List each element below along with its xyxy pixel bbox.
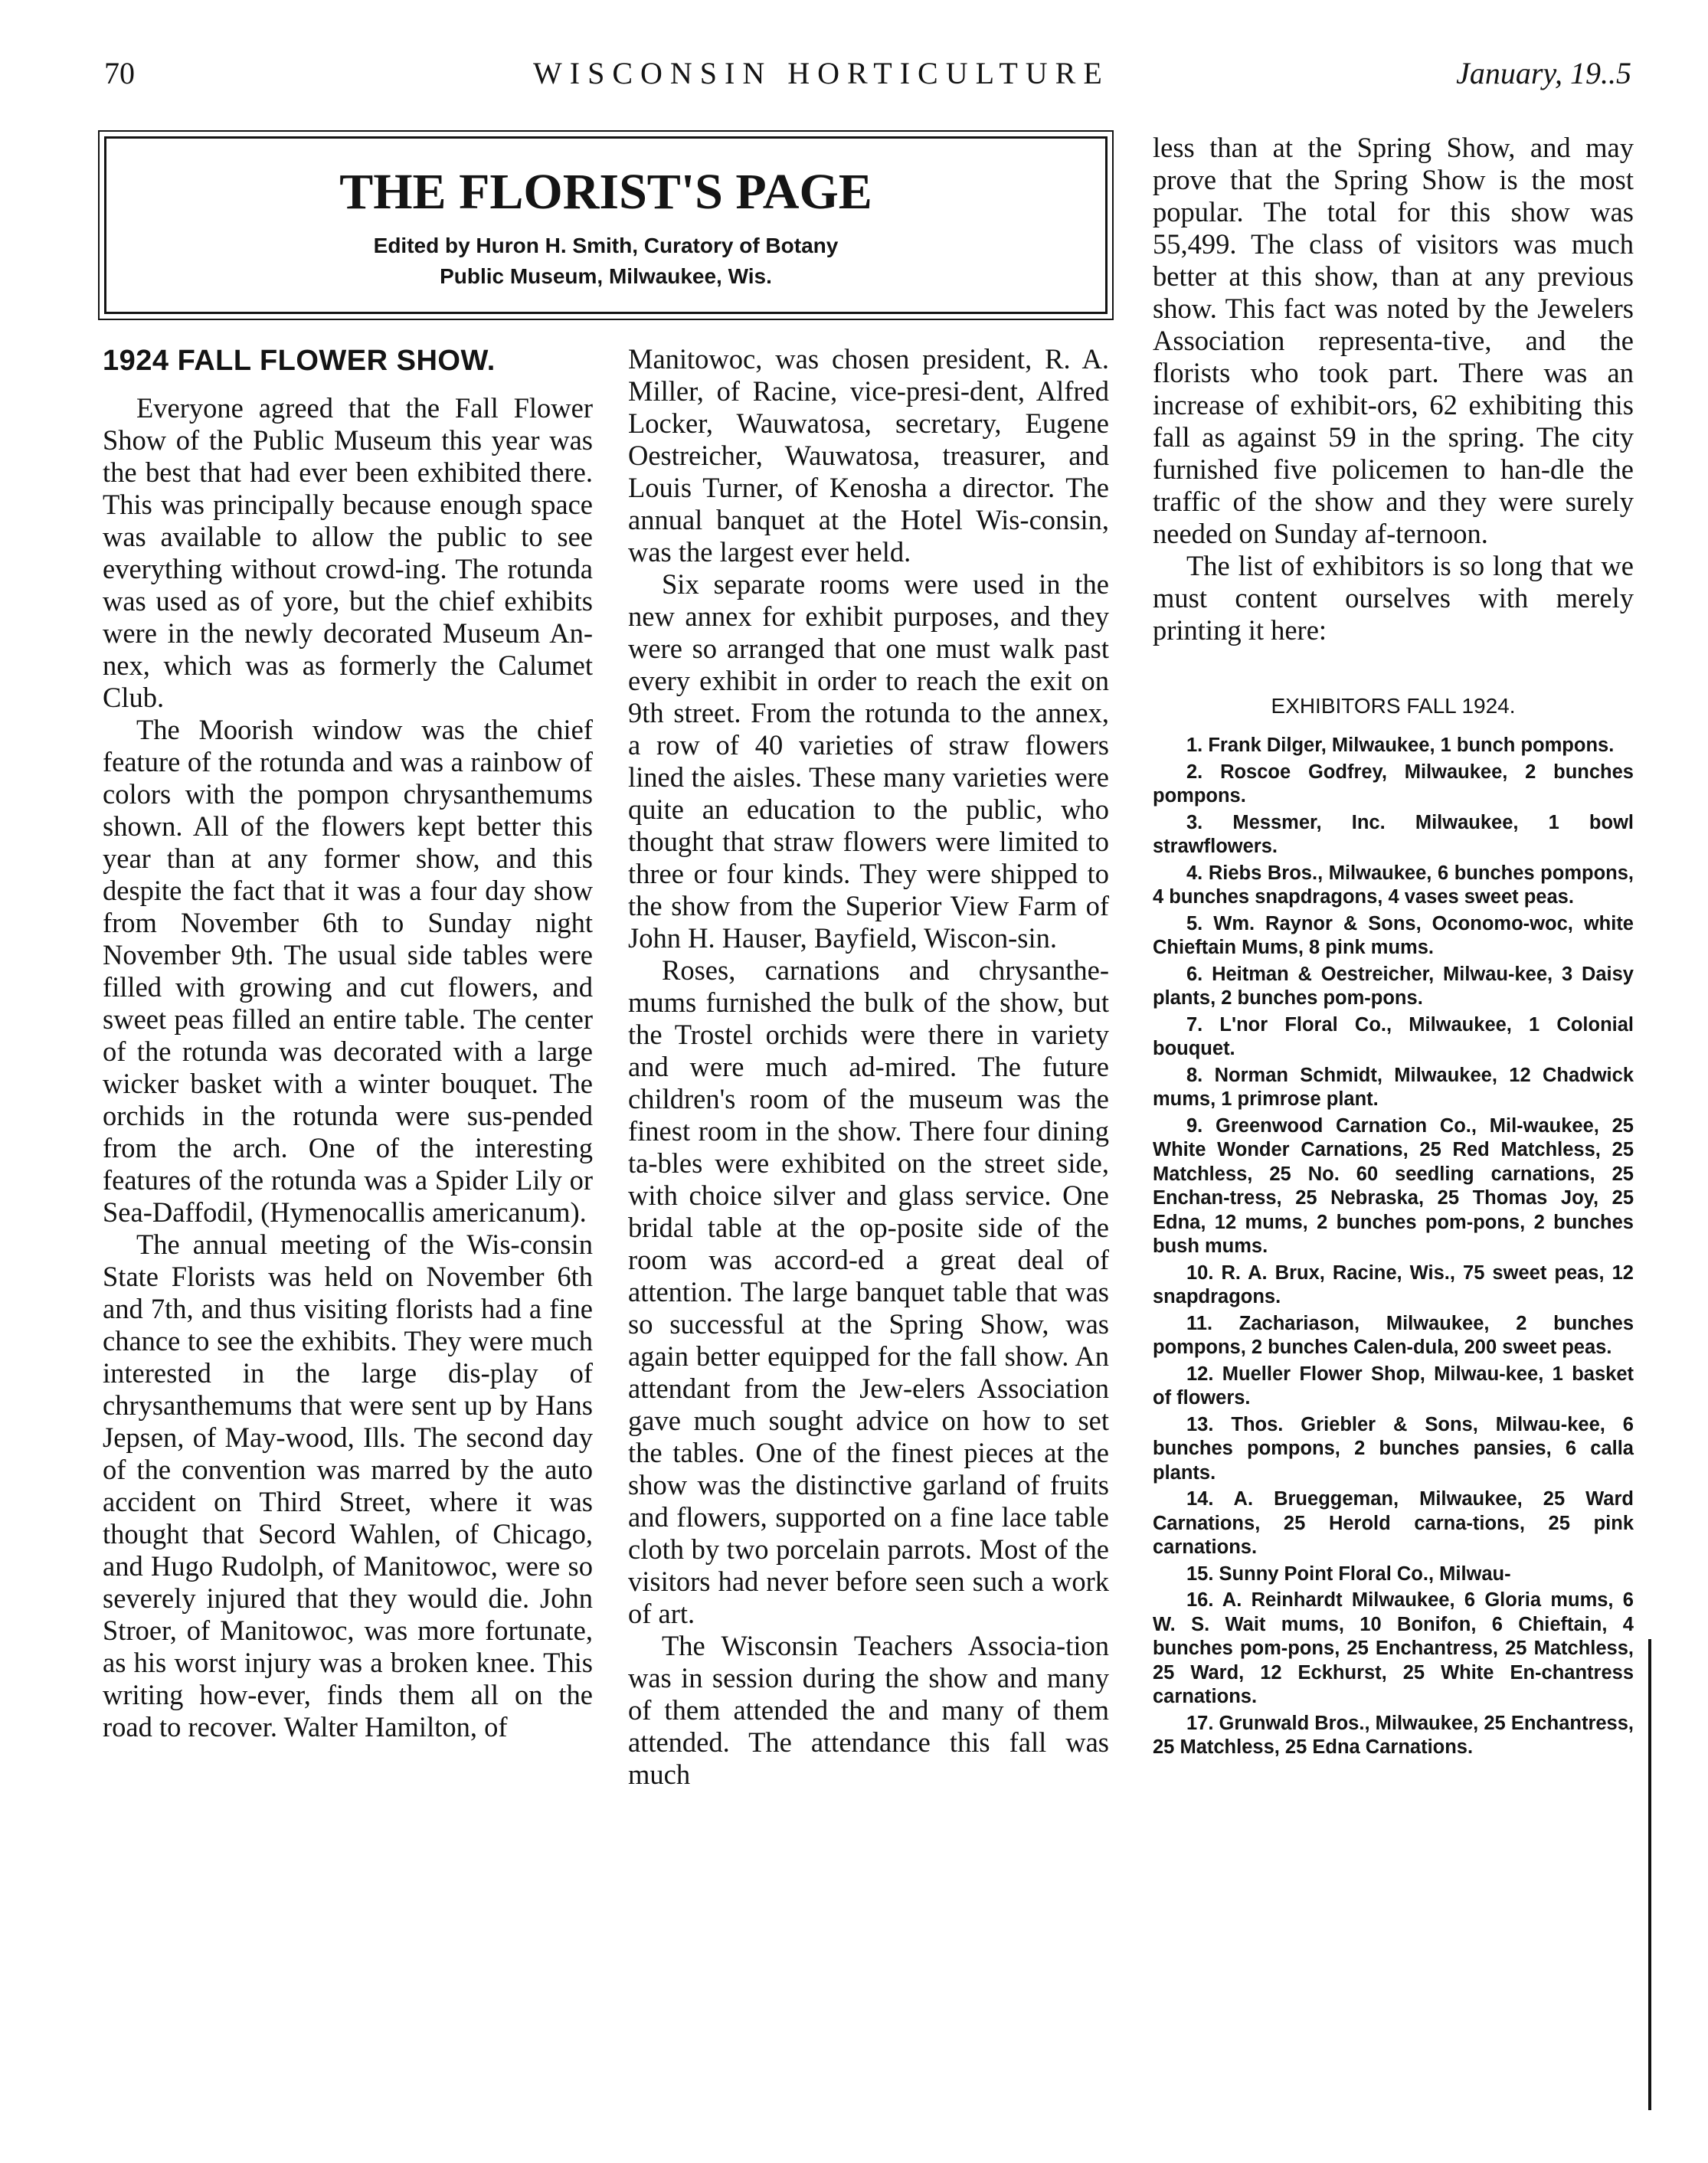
- exhibitor-entry: 5. Wm. Raynor & Sons, Oconomo-woc, white Chieftain Mums, 8 pink mums.: [1153, 912, 1634, 958]
- exhibitor-entry: 7. L'nor Floral Co., Milwaukee, 1 Colonial bouquet.: [1153, 1013, 1634, 1059]
- running-head: [104, 55, 1631, 101]
- article-paragraph: The Moorish window was the chief feature of the rotunda and was a rainbow of colors with the pompon chrysanthemums shown. All of the flowers kept better this year than at any former show, and this despite the fact that it was a four day show from November 6th to Sunday night November 9th. The usual side tables were filled with growing and cut flowers, and sweet peas filled an entire table. The center of the rotunda was decorated with a large wicker basket with a winter bouquet. The orchids in the rotunda were sus-pended from the arch. One of the interesting features of the rotunda was a Spider Lily or Sea-Daffodil, (Hymenocallis americanum).: [103, 714, 593, 1228]
- column-2: [628, 343, 1109, 1791]
- exhibitor-entry: 4. Riebs Bros., Milwaukee, 6 bunches pompons, 4 bunches snapdragons, 4 vases sweet peas.: [1153, 862, 1634, 908]
- article-paragraph: Six separate rooms were used in the new annex for exhibit purposes, and they were so arranged that one must walk past every exhibit in order to reach the exit on 9th street. From the rotunda to the annex, a row of 40 varieties of straw flowers lined the aisles. These many varieties were quite an education to the public, who thought that straw flowers were limited to three or four kinds. They were shipped to the show from the Superior View Farm of John H. Hauser, Bayfield, Wiscon-sin.: [628, 568, 1109, 954]
- exhibitor-entry: 6. Heitman & Oestreicher, Milwau-kee, 3 Daisy plants, 2 bunches pom-pons.: [1153, 963, 1634, 1009]
- exhibitor-entry: 12. Mueller Flower Shop, Milwau-kee, 1 basket of flowers.: [1153, 1363, 1634, 1409]
- article-paragraph: Everyone agreed that the Fall Flower Show of the Public Museum this year was the best that had ever been exhibited there. This was principally because enough space was available to allow the public to see everything without crowd-ing. The rotunda was used as of yore, but the chief exhibits were in the newly decorated Museum An-nex, which was as formerly the Calumet Club.: [103, 392, 593, 713]
- exhibitor-entry: 2. Roscoe Godfrey, Milwaukee, 2 bunches pompons.: [1153, 761, 1634, 807]
- exhibitor-entry: 15. Sunny Point Floral Co., Milwau-: [1186, 1563, 1511, 1585]
- editor-credit-line-2: Public Museum, Milwaukee, Wis.: [440, 264, 772, 288]
- exhibitor-entry: 13. Thos. Griebler & Sons, Milwau-kee, 6 bunches pompons, 2 bunches pansies, 6 calla plants.: [1153, 1413, 1634, 1484]
- florists-page-title-box: [104, 136, 1108, 314]
- section-title: THE FLORIST'S PAGE: [339, 164, 872, 220]
- exhibitor-entry: 17. Grunwald Bros., Milwaukee, 25 Enchantress, 25 Matchless, 25 Edna Carnations.: [1153, 1712, 1634, 1758]
- exhibitors-list: [1153, 734, 1634, 1760]
- article-paragraph: The list of exhibitors is so long that we must content ourselves with merely printing it here:: [1153, 550, 1634, 646]
- exhibitor-entry: 14. A. Brueggeman, Milwaukee, 25 Ward Carnations, 25 Herold carna-tions, 25 pink carnations.: [1153, 1488, 1634, 1558]
- article-paragraph: less than at the Spring Show, and may prove that the Spring Show is the most popular. The total for this show was 55,499. The class of visitors was much better at this show, than at any previous show. This fact was noted by the Jewelers Association representa-tive, and the florists who took part. There was an increase of exhibit-ors, 62 exhibiting this fall as against 59 in the spring. The city furnished five policemen to han-dle the traffic of the show and they were surely needed on Sunday af-ternoon.: [1153, 132, 1634, 549]
- exhibitor-entry: 16. A. Reinhardt Milwaukee, 6 Gloria mums, 6 W. S. Wait mums, 10 Bonifon, 6 Chieftain, 4 bunches pom-pons, 25 Enchantress, 25 Matchless, 25 Ward, 12 Eckhurst, 25 White En-chantress carnations.: [1153, 1589, 1634, 1707]
- column-3: [1153, 132, 1634, 1762]
- exhibitor-entry: 10. R. A. Brux, Racine, Wis., 75 sweet peas, 12 snapdragons.: [1153, 1261, 1634, 1307]
- exhibitor-entry: 3. Messmer, Inc. Milwaukee, 1 bowl strawflowers.: [1153, 811, 1634, 857]
- issue-date: January, 19..5: [1456, 56, 1631, 90]
- article-paragraph: The annual meeting of the Wis-consin State Florists was held on November 6th and 7th, and thus visiting florists had a fine chance to see the exhibits. They were much interested in the large dis-play of chrysanthemums that were sent up by Hans Jepsen, of May-wood, Ills. The second day of the convention was marred by the auto accident on Third Street, where it was thought that Secord Wahlen, of Chicago, and Hugo Rudolph, of Manitowoc, were so severely injured that they would die. John Stroer, of Manitowoc, was more fortunate, as his worst injury was a broken knee. This writing how-ever, finds them all on the road to recover. Walter Hamilton, of: [103, 1229, 593, 1743]
- article-paragraph: Roses, carnations and chrysanthe-mums furnished the bulk of the show, but the Trostel orchids were there in variety and were much ad-mired. The future children's room of the museum was the finest room in the show. There four dining ta-bles were exhibited on the street side, with choice silver and glass service. One bridal table at the op-posite side of the room was accord-ed a great deal of attention. The large banquet table that was so successful at the Spring Show, was again better equipped for the fall show. An attendant from the Jew-elers Association gave much sought advice on how to set the tables. One of the finest pieces at the show was the distinctive garland of fruits and flowers, supported on a fine lace table cloth by two porcelain parrots. Most of the visitors had never before seen such a work of art.: [628, 954, 1109, 1629]
- column-1: [103, 343, 593, 1743]
- article-paragraph: Manitowoc, was chosen president, R. A. Miller, of Racine, vice-presi-dent, Alfred Locker, Wauwatosa, secretary, Eugene Oestreicher, Wauwatosa, treasurer, and Louis Turner, of Kenosha a director. The annual banquet at the Hotel Wis-consin, was the largest ever held.: [628, 343, 1109, 568]
- page-number: 70: [104, 56, 135, 90]
- article-heading: 1924 FALL FLOWER SHOW.: [103, 345, 496, 377]
- journal-title: WISCONSIN HORTICULTURE: [533, 56, 1110, 90]
- exhibitor-entry: 1. Frank Dilger, Milwaukee, 1 bunch pompons.: [1186, 735, 1615, 756]
- exhibitor-entry: 9. Greenwood Carnation Co., Mil-waukee, 25 White Wonder Carnations, 25 Red Matchless, 25 Matchless, 25 No. 60 seedling carnations, 25 Enchan-tress, 25 Nebraska, 25 Thomas Joy, 25 Edna, 12 mums, 2 bunches pom-pons, 2 bunches bush mums.: [1153, 1114, 1634, 1257]
- exhibitor-entry: 8. Norman Schmidt, Milwaukee, 12 Chadwick mums, 1 primrose plant.: [1153, 1064, 1634, 1110]
- exhibitors-heading: EXHIBITORS FALL 1924.: [1271, 694, 1516, 718]
- editor-credit: [106, 231, 1105, 292]
- exhibitor-entry: 11. Zachariason, Milwaukee, 2 bunches pompons, 2 bunches Calen-dula, 200 sweet peas.: [1153, 1312, 1634, 1358]
- article-paragraph: The Wisconsin Teachers Associa-tion was in session during the show and many of them attended the and many of them attended. The attendance this fall was much: [628, 1630, 1109, 1790]
- editor-credit-line-1: Edited by Huron H. Smith, Curatory of Botany: [373, 234, 839, 257]
- column-edge-rule: [1648, 1639, 1651, 2110]
